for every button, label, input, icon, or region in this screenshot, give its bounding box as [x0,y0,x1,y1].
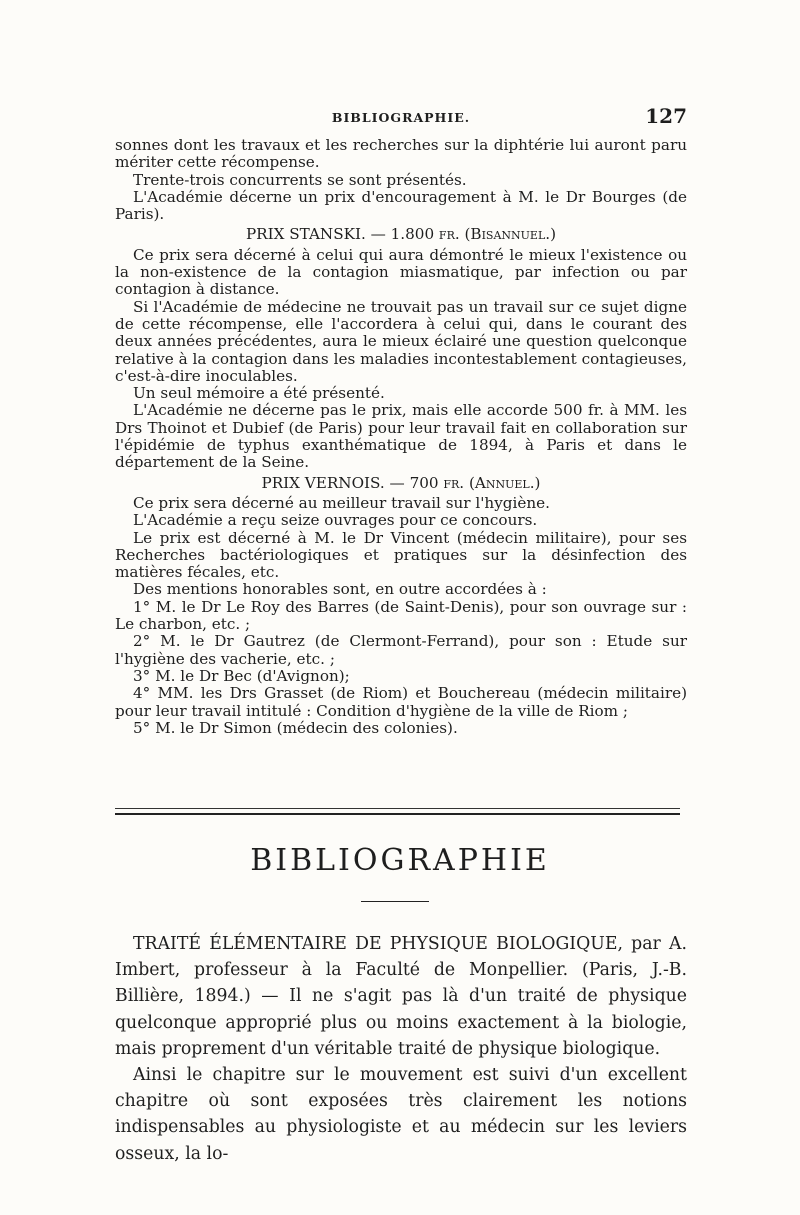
paragraph: sonnes dont les travaux et les recherches sur la diphtérie lui auront paru mériter cette récompense. [115,136,687,172]
paragraph: Trente-trois concurrents se sont présentés. [133,170,467,189]
paragraph: Ainsi le chapitre sur le mouvement est suivi d'un excellent chapitre où sont exposées très clairement les notions indispensables au physiologiste et au médecin sur les leviers osseux, la lo- [115,1065,687,1164]
paragraph [115,931,687,1062]
upper-text-block [115,137,687,737]
paragraph: Un seul mémoire a été présenté. [133,384,385,403]
divider-thin [115,808,680,809]
list-item: 3° M. le Dr Bec (d'Avignon); [133,666,350,685]
paragraph: Ce prix sera décerné à celui qui aura démontré le mieux l'existence ou la non-existence de la contagion miasmatique, par infection ou par contagion à distance. [115,245,687,299]
list-item: 5° M. le Dr Simon (médecin des colonies). [133,718,458,737]
title-underline [361,901,429,902]
list-item: 1° M. le Dr Le Roy des Barres (de Saint-Denis), pour son ouvrage sur : Le charbon, etc. ; [115,597,687,634]
prize-heading-stanski: PRIX STANSKI. — 1.800 fr. (Bisannuel.) [245,225,557,244]
paragraph: Si l'Académie de médecine ne trouvait pas un travail sur ce sujet digne de cette récompense, elle l'accordera à celui qui, dans le courant des deux années précédentes, aura le mieux éclairé une question quelconque relative à la contagion dans les maladies incontestablement contagieuses, c'est-à-dire inoculables. [115,297,687,385]
list-item: 2° M. le Dr Gautrez (de Clermont-Ferrand), pour son : Etude sur l'hygiène des vacherie, etc. ; [115,632,687,668]
review-text-block [115,931,687,1167]
list-item: 4° MM. les Drs Grasset (de Riom) et Bouchereau (médecin militaire) pour leur travail intitulé : Condition d'hygiène de la ville de Riom ; [115,684,687,720]
running-head [115,104,687,130]
paragraph: L'Académie a reçu seize ouvrages pour ce concours. [133,511,538,530]
running-head-title: BIBLIOGRAPHIE. [331,110,471,125]
paragraph: L'Académie ne décerne pas le prix, mais elle accorde 500 fr. à MM. les Drs Thoinot et Dubief (de Paris) pour leur travail fait en collaboration sur l'épidémie de typhus exanthématique de 1894, à Paris et dans le département de la Seine. [115,401,687,472]
paragraph: Ce prix sera décerné au meilleur travail sur l'hygiène. [133,493,550,512]
book-title: TRAITÉ ÉLÉMENTAIRE DE PHYSIQUE BIOLOGIQUE [133,934,618,954]
paragraph: Des mentions honorables sont, en outre accordées à : [133,580,547,599]
paragraph: Le prix est décerné à M. le Dr Vincent (médecin militaire), pour ses Recherches bactériologiques et pratiques sur la désinfection des matières fécales, etc. [115,528,687,582]
divider-thick [115,813,680,815]
book-details: , par A. Imbert, professeur à la Faculté de Monpellier. (Paris, J.-B. Billière, 1894.) — Il ne s'agit pas là d'un traité de physique quelconque approprié plus ou moins exactement à la biologie, mais proprement d'un véritable traité de physique biologique. [115,934,687,1059]
page-number: 127 [645,104,687,128]
prize-heading-vernois: PRIX VERNOIS. — 700 fr. (Annuel.) [261,473,541,492]
section-title: BIBLIOGRAPHIE [250,843,550,878]
paragraph: L'Académie décerne un prix d'encouragement à M. le Dr Bourges (de Paris). [115,187,687,224]
